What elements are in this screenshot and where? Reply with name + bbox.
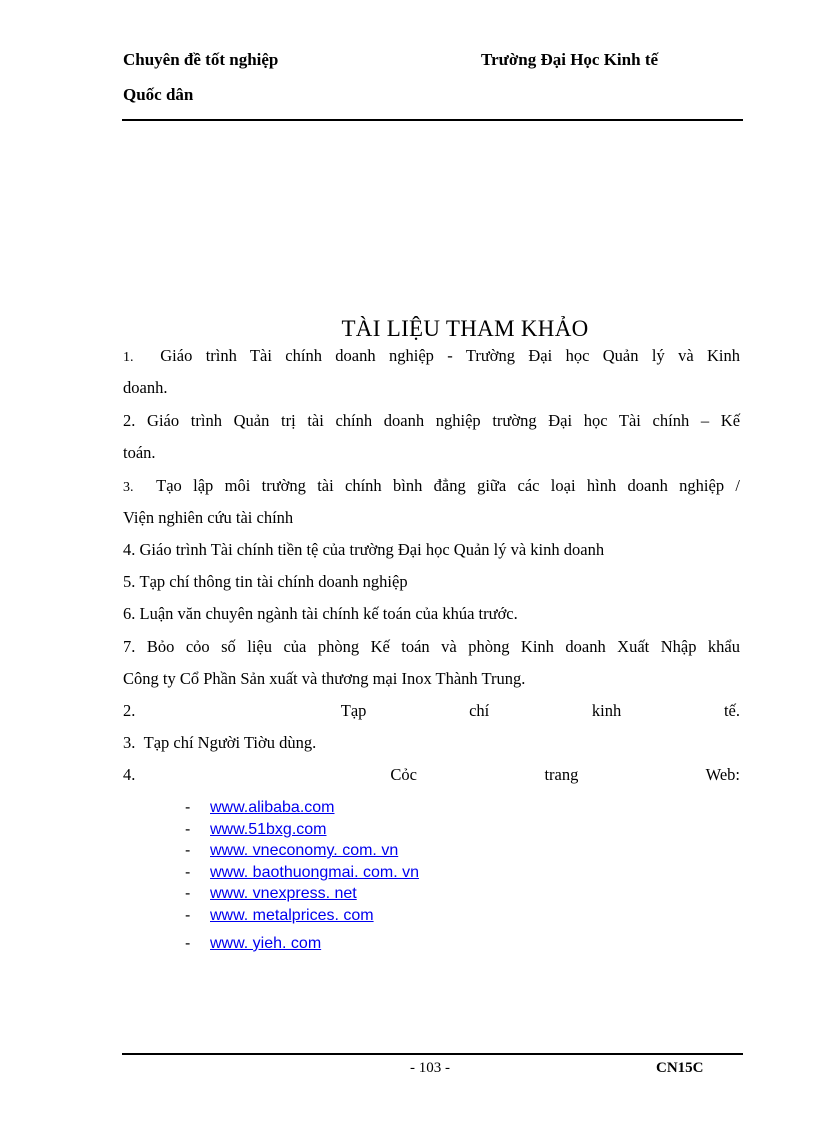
reference-text: Cỏc trang Web: — [390, 765, 740, 784]
reference-text: Giáo trình Tài chính doanh nghiệp - Trường Đại học Quản lý và Kinh — [160, 346, 741, 365]
website-list — [185, 797, 419, 955]
website-link[interactable]: www. vneconomy. com. vn — [210, 842, 399, 859]
reference-item-3 — [123, 470, 740, 504]
reference-item-6 — [123, 598, 740, 630]
header-left-line2: Quốc dân — [123, 85, 194, 104]
reference-number: 5. — [123, 572, 136, 591]
bullet-dash: - — [185, 799, 191, 816]
header-right: Trường Đại Học Kinh tế — [481, 50, 659, 69]
reference-text: Tạp chí thông tin tài chính doanh nghiệp — [139, 572, 408, 591]
website-link[interactable]: www. metalprices. com — [210, 906, 374, 924]
reference-text: Bỏo cỏo số liệu của phòng Kế toán và phòng Kinh doanh Xuất Nhập khẩu — [146, 637, 741, 656]
website-link[interactable]: www.51bxg.com — [210, 820, 327, 838]
reference-number: 2. — [123, 411, 136, 430]
website-link[interactable]: www. yieh. com — [210, 935, 322, 952]
reference-text: Luận văn chuyên ngành tài chính kế toán của khúa trước. — [139, 604, 518, 623]
reference-item-5 — [123, 566, 740, 598]
footer-code: CN15C — [656, 1060, 704, 1076]
reference-text: Tạo lập môi trường tài chính bình đẳng giữa các loại hình doanh nghiệp / — [156, 476, 740, 495]
list-item — [185, 905, 419, 927]
reference-text: Tạp chí Người Tiờu dùng. — [143, 733, 317, 752]
reference-item-9 — [123, 727, 740, 759]
reference-item-4 — [123, 534, 740, 566]
reference-number: 1. — [123, 350, 134, 365]
list-item — [185, 933, 419, 955]
reference-number: 4. — [123, 540, 136, 559]
footer-divider — [122, 1053, 743, 1055]
list-item — [185, 840, 419, 862]
list-item — [185, 819, 419, 841]
reference-item-8 — [123, 695, 740, 727]
reference-item-1 — [123, 340, 740, 374]
reference-text: Giáo trình Tài chính tiền tệ của trường Đại học Quản lý và kinh doanh — [139, 540, 605, 559]
reference-item-3-cont: Viện nghiên cứu tài chính — [123, 508, 294, 527]
bullet-dash: - — [185, 906, 191, 924]
reference-text: Tạp chí kinh tế. — [340, 701, 740, 720]
website-link[interactable]: www.alibaba.com — [210, 799, 335, 816]
bullet-dash: - — [185, 935, 191, 952]
reference-number: 3. — [123, 480, 134, 495]
page-title: TÀI LIỆU THAM KHẢO — [341, 316, 589, 341]
reference-number: 6. — [123, 604, 136, 623]
website-link[interactable]: www. baothuongmai. com. vn — [210, 863, 419, 881]
reference-number: 4. — [123, 765, 136, 784]
page-number: - 103 - — [410, 1060, 450, 1076]
reference-item-7-cont: Công ty Cổ Phần Sản xuất và thương mại Inox Thành Trung. — [123, 669, 526, 688]
reference-number: 7. — [123, 637, 136, 656]
reference-item-10 — [123, 759, 740, 791]
list-item — [185, 883, 419, 905]
bullet-dash: - — [185, 820, 191, 838]
list-item — [185, 862, 419, 884]
header-left-line1: Chuyên đề tốt nghiệp — [123, 50, 279, 69]
website-link[interactable]: www. vnexpress. net — [210, 885, 357, 902]
reference-item-1-cont: doanh. — [123, 378, 168, 397]
reference-item-7 — [123, 631, 740, 663]
bullet-dash: - — [185, 885, 191, 902]
reference-item-2 — [123, 405, 740, 437]
header-divider — [122, 119, 743, 121]
bullet-dash: - — [185, 842, 191, 859]
list-item — [185, 797, 419, 819]
reference-number: 2. — [123, 701, 136, 720]
reference-text: Giáo trình Quản trị tài chính doanh nghiệp trường Đại học Tài chính – Kế — [147, 411, 741, 430]
reference-number: 3. — [123, 733, 136, 752]
bullet-dash: - — [185, 863, 191, 881]
reference-item-2-cont: toán. — [123, 443, 156, 462]
